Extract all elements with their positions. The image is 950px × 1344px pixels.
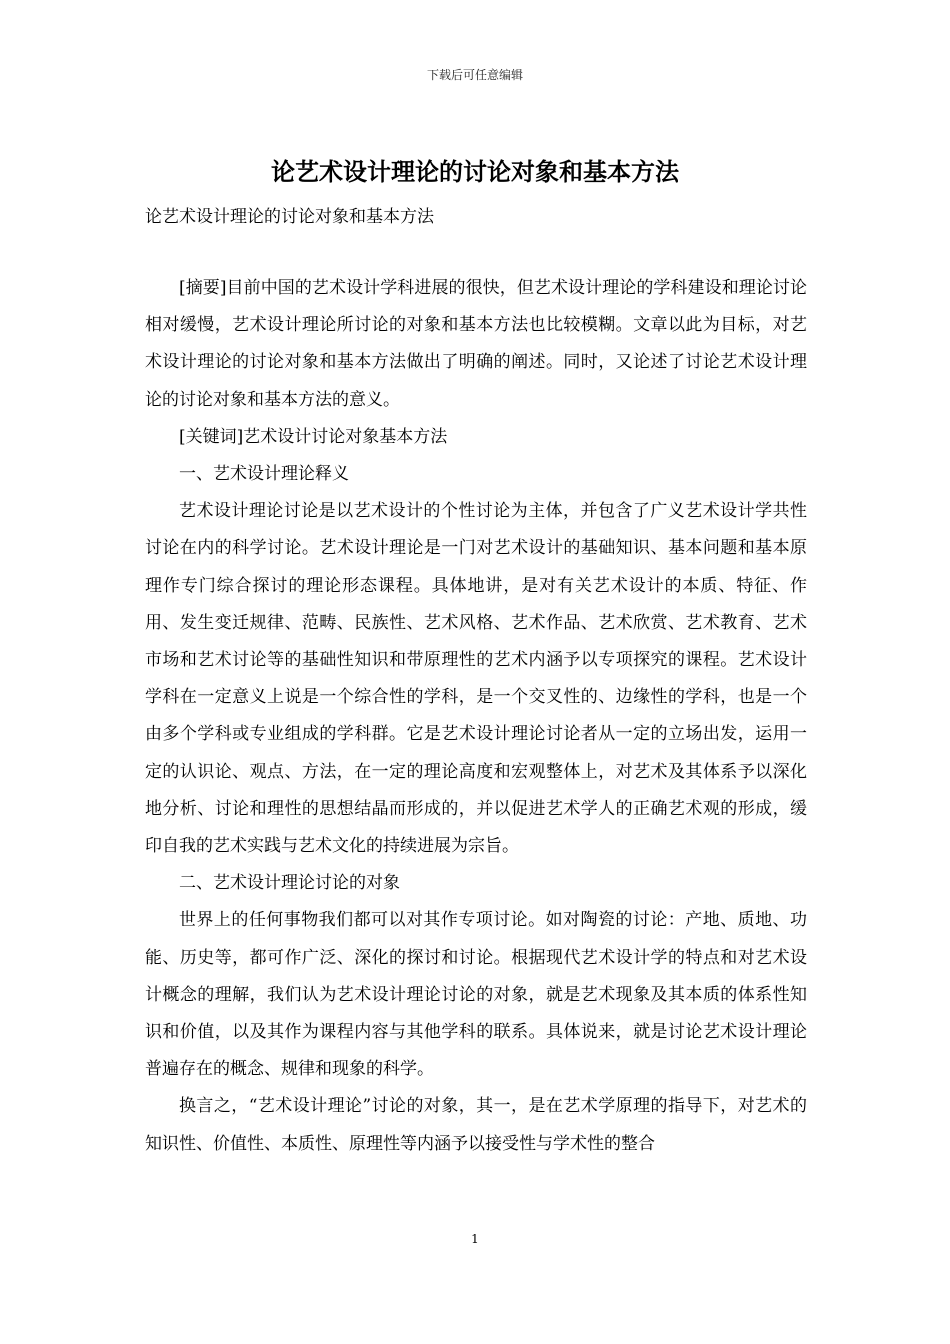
- keywords-paragraph: [关键词]艺术设计讨论对象基本方法: [179, 426, 448, 447]
- page-header-note: 下载后可任意编辑: [426, 68, 523, 82]
- body-paragraph: 艺术设计理论讨论是以艺术设计的个性讨论为主体，并包含了广义艺术设计学共性讨论在内的科学讨论。艺术设计理论是一门对艺术设计的基础知识、基本问题和基本原理作专门综合探讨的理论形态课程。具体地讲，是对有关艺术设计的本质、特征、作用、发生变迁规律、范畴、民族性、艺术风格、艺术作品、艺术欣赏、艺术教育、艺术市场和艺术讨论等的基础性知识和带原理性的艺术内涵予以专项探究的课程。艺术设计学科在一定意义上说是一个综合性的学科，是一个交叉性的、边缘性的学科，也是一个由多个学科或专业组成的学科群。它是艺术设计理论讨论者从一定的立场出发，运用一定的认识论、观点、方法，在一定的理论高度和宏观整体上，对艺术及其体系予以深化地分析、讨论和理性的思想结晶而形成的，并以促进艺术学人的正确艺术观的形成，缓印自我的艺术实践与艺术文化的持续进展为宗旨。: [145, 501, 807, 857]
- document-subtitle: 论艺术设计理论的讨论对象和基本方法: [145, 207, 434, 227]
- page-number: 1: [471, 1232, 479, 1246]
- document-title: 论艺术设计理论的讨论对象和基本方法: [271, 157, 679, 186]
- section-heading: 二、艺术设计理论讨论的对象: [179, 873, 400, 894]
- body-paragraph: 换言之，“艺术设计理论”讨论的对象，其一，是在艺术学原理的指导下，对艺术的知识性、价值性、本质性、原理性等内涵予以接受性与学术性的整合: [145, 1096, 807, 1154]
- document-body: [145, 270, 807, 1163]
- abstract-paragraph: [摘要]目前中国的艺术设计学科进展的很快，但艺术设计理论的学科建设和理论讨论相对缓慢，艺术设计理论所讨论的对象和基本方法也比较模糊。文章以此为目标，对艺术设计理论的讨论对象和基本方法做出了明确的阐述。同时，又论述了讨论艺术设计理论的讨论对象和基本方法的意义。: [145, 278, 807, 410]
- section-heading: 一、艺术设计理论释义: [179, 464, 349, 485]
- body-paragraph: 世界上的任何事物我们都可以对其作专项讨论。如对陶瓷的讨论：产地、质地、功能、历史等，都可作广泛、深化的探讨和讨论。根据现代艺术设计学的特点和对艺术设计概念的理解，我们认为艺术设计理论讨论的对象，就是艺术现象及其本质的体系性知识和价值，以及其作为课程内容与其他学科的联系。具体说来，就是讨论艺术设计理论普遍存在的概念、规律和现象的科学。: [145, 910, 807, 1080]
